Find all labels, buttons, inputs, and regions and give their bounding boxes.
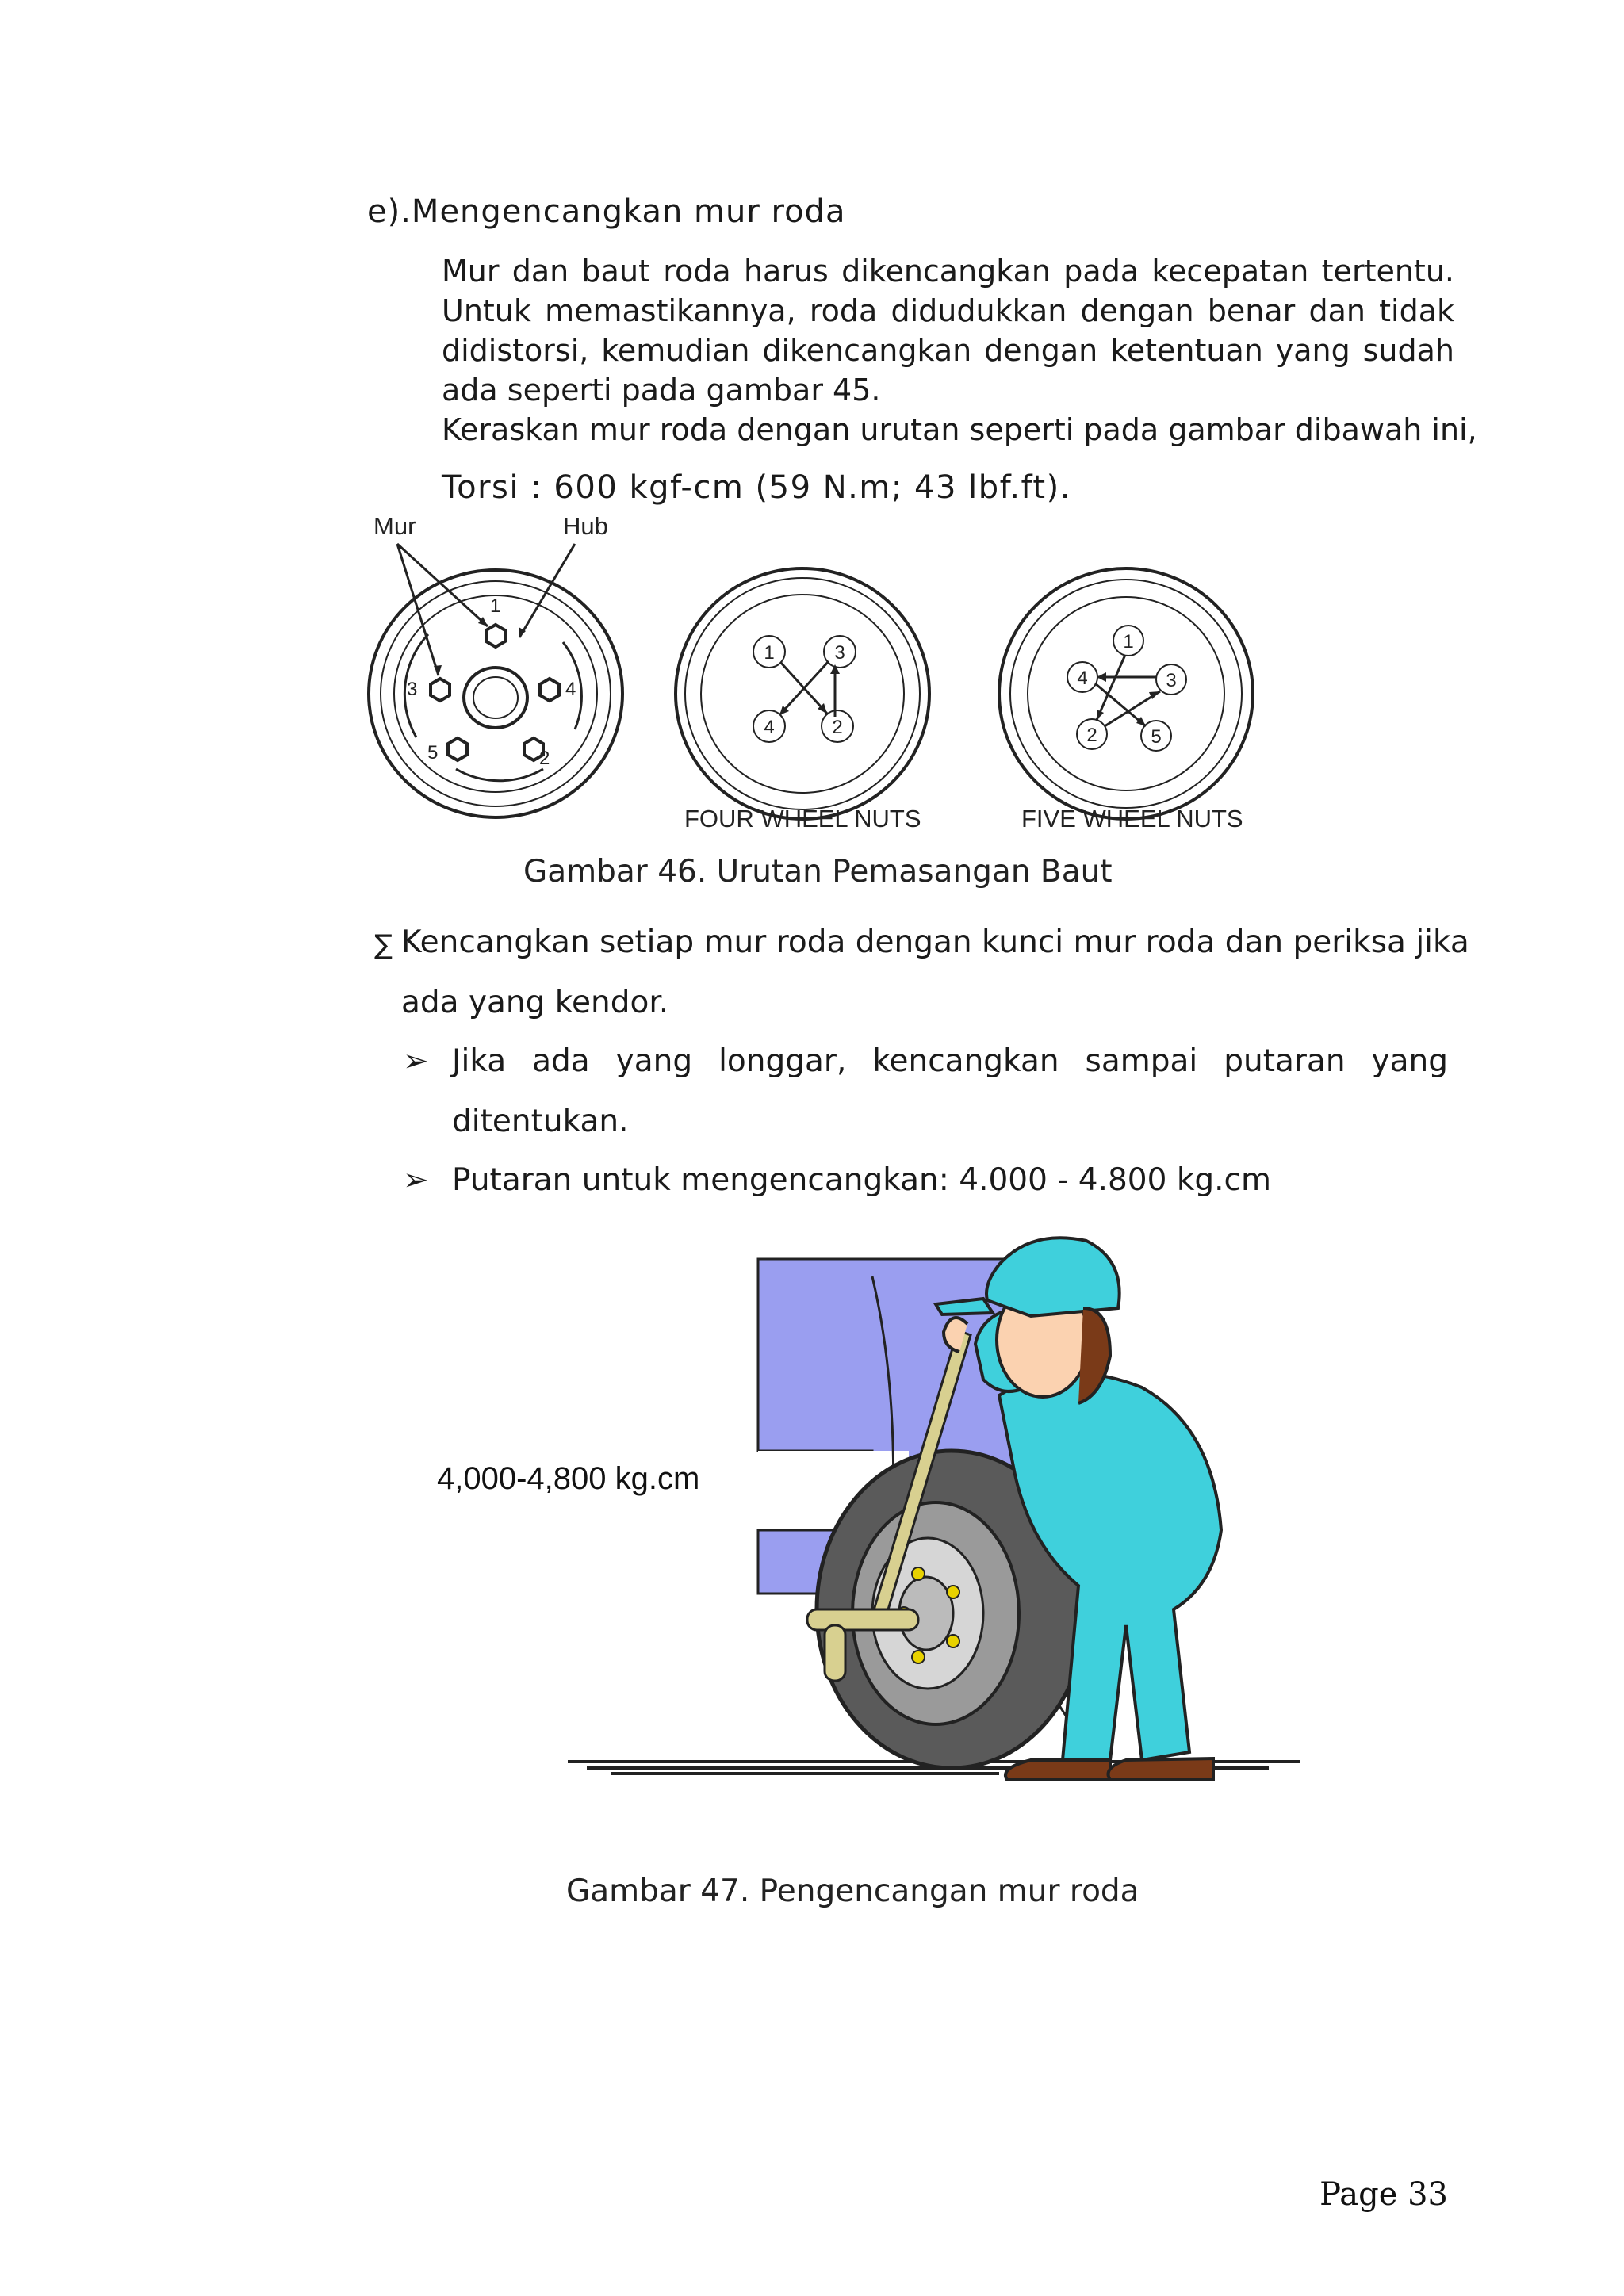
torque-spec: Torsi : 600 kgf-cm (59 N.m; 43 lbf.ft). — [442, 469, 1071, 506]
svg-text:4: 4 — [565, 679, 576, 700]
svg-text:4: 4 — [764, 717, 775, 738]
sum-bullet-icon: ∑ — [374, 929, 393, 961]
label-mur: Mur — [373, 512, 416, 540]
torque-range-label: 4,000-4,800 kg.cm — [437, 1461, 700, 1496]
sub-item-1-line-1: Jika ada yang longgar, kencangkan sampai putaran yang — [452, 1043, 1448, 1079]
svg-text:2: 2 — [1086, 725, 1097, 746]
svg-text:2: 2 — [832, 717, 843, 738]
figure-47-caption: Gambar 47. Pengencangan mur roda — [566, 1873, 1139, 1909]
label-hub: Hub — [563, 512, 608, 540]
svg-text:4: 4 — [1077, 668, 1088, 689]
four-wheel-nuts-label: FOUR WHEEL NUTS — [684, 805, 921, 832]
sub-item-2: Putaran untuk mengencangkan: 4.000 - 4.800 kg.cm — [452, 1162, 1271, 1198]
checklist-item-line-2: ada yang kendor. — [401, 985, 669, 1020]
paragraph-line-4: ada seperti pada gambar 45. — [442, 373, 881, 408]
arrow-bullet-icon: ➢ — [403, 1043, 429, 1079]
checklist-item-line-1: Kencangkan setiap mur roda dengan kunci mur roda dan periksa jika — [401, 924, 1469, 960]
page-number: Page 33 — [1320, 2176, 1448, 2213]
paragraph-line-1: Mur dan baut roda harus dikencangkan pada kecepatan tertentu. — [442, 254, 1454, 289]
svg-text:2: 2 — [539, 748, 550, 769]
svg-text:5: 5 — [427, 742, 439, 763]
svg-text:3: 3 — [1166, 670, 1177, 691]
svg-text:5: 5 — [1151, 726, 1162, 748]
wheel-diagram-four-nuts — [676, 568, 929, 832]
paragraph-line-2: Untuk memastikannya, roda didudukkan dengan benar dan tidak — [442, 293, 1454, 328]
section-heading: e).Mengencangkan mur roda — [367, 193, 846, 230]
svg-text:1: 1 — [490, 595, 501, 617]
svg-text:3: 3 — [407, 679, 418, 700]
figure-46-wheel-diagrams — [361, 507, 1273, 840]
svg-text:3: 3 — [834, 642, 845, 664]
figure-46-caption: Gambar 46. Urutan Pemasangan Baut — [523, 854, 1113, 890]
arrow-bullet-icon: ➢ — [403, 1162, 429, 1198]
figure-47-illustration — [428, 1213, 1316, 1823]
wheel-diagram-mur-hub — [369, 544, 622, 817]
svg-text:1: 1 — [764, 642, 775, 664]
paragraph-line-3: didistorsi, kemudian dikencangkan dengan ketentuan yang sudah — [442, 333, 1454, 368]
five-wheel-nuts-label: FIVE WHEEL NUTS — [1021, 805, 1243, 832]
sub-item-1-line-2: ditentukan. — [452, 1104, 629, 1139]
wheel-diagram-five-nuts — [999, 568, 1253, 832]
svg-text:1: 1 — [1123, 631, 1134, 652]
paragraph-line-5: Keraskan mur roda dengan urutan seperti pada gambar dibawah ini, — [442, 412, 1477, 447]
